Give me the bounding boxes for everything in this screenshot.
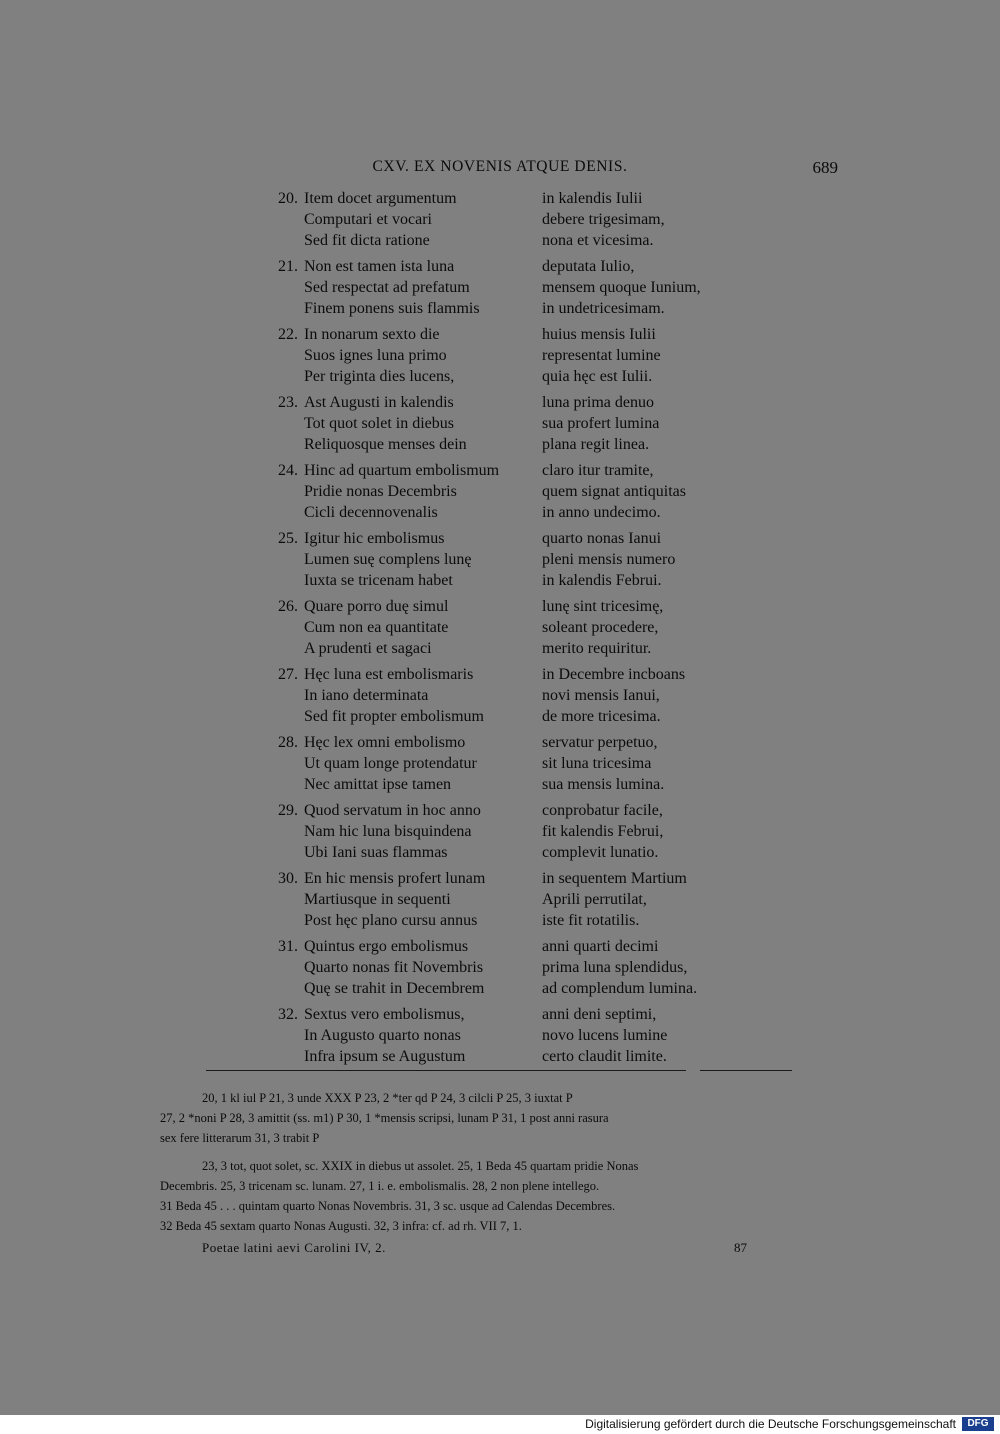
first-hemistich: Ast Augusti in kalendis <box>304 394 454 411</box>
second-hemistich: in Decembre incboans <box>542 666 686 683</box>
stanza <box>270 256 750 319</box>
verse-line <box>270 957 750 978</box>
second-hemistich: fit kalendis Februi, <box>542 823 664 840</box>
verse-line <box>270 617 750 638</box>
verse-line <box>270 732 750 753</box>
second-hemistich: in kalendis Iulii <box>542 190 643 207</box>
first-hemistich: In nonarum sexto die <box>304 326 440 343</box>
verse-line <box>270 1004 750 1025</box>
first-hemistich: Suos ignes luna primo <box>304 347 447 364</box>
first-hemistich: Hęc luna est embolismaris <box>304 666 474 683</box>
second-hemistich: debere trigesimam, <box>542 211 665 228</box>
first-hemistich: Iuxta se tricenam habet <box>304 572 453 589</box>
first-hemistich: Quod servatum in hoc anno <box>304 802 481 819</box>
verse-line <box>270 481 750 502</box>
verse-line <box>270 209 750 230</box>
stanza <box>270 392 750 455</box>
second-hemistich: in undetricesimam. <box>542 300 665 317</box>
first-hemistich: Post hęc plano cursu annus <box>304 912 478 929</box>
first-hemistich: Pridie nonas Decembris <box>304 483 457 500</box>
verse-line <box>270 936 750 957</box>
stanza <box>270 528 750 591</box>
verse-line <box>270 753 750 774</box>
page-number: 689 <box>812 158 838 177</box>
note-line: Decembris. 25, 3 tricenam sc. lunam. 27, 1 i. e. embolismalis. 28, 2 non plene intellego. <box>160 1179 600 1193</box>
verse-line <box>270 549 750 570</box>
first-hemistich: Hęc lex omni embolismo <box>304 734 466 751</box>
stanza <box>270 324 750 387</box>
stanza-number: 25. <box>278 530 298 547</box>
verse-line <box>270 570 750 591</box>
verse-line <box>270 413 750 434</box>
verse-line <box>270 298 750 319</box>
first-hemistich: Non est tamen ista luna <box>304 258 455 275</box>
first-hemistich: Computari et vocari <box>304 211 432 228</box>
verse-line <box>270 774 750 795</box>
stanza <box>270 732 750 795</box>
apparatus-line: 20, 1 kl iul P 21, 3 unde XXX P 23, 2 *ter qd P 24, 3 cilcli P 25, 3 iuxtat P <box>202 1091 573 1105</box>
second-hemistich: iste fit rotatilis. <box>542 912 640 929</box>
stanza-number: 24. <box>278 462 298 479</box>
second-hemistich: certo claudit limite. <box>542 1048 667 1065</box>
second-hemistich: complevit lunatio. <box>542 844 659 861</box>
second-hemistich: plana regit linea. <box>542 436 650 453</box>
second-hemistich: representat lumine <box>542 347 661 364</box>
verse-line <box>270 868 750 889</box>
stanza <box>270 800 750 863</box>
first-hemistich: Igitur hic embolismus <box>304 530 445 547</box>
verse-line <box>270 256 750 277</box>
verse-line <box>270 230 750 251</box>
note-line: 31 Beda 45 . . . quintam quarto Nonas Novembris. 31, 3 sc. usque ad Calendas Decembres. <box>160 1199 616 1213</box>
stanza <box>270 1004 750 1067</box>
first-hemistich: Infra ipsum se Augustum <box>304 1048 466 1065</box>
apparatus-line: sex fere litterarum 31, 3 trabit P <box>160 1131 320 1145</box>
verse-line <box>270 1046 750 1067</box>
critical-apparatus <box>160 1088 836 1148</box>
first-hemistich: Ut quam longe protendatur <box>304 755 477 772</box>
first-hemistich: Ubi Iani suas flammas <box>304 844 448 861</box>
dfg-logo: DFG <box>962 1417 994 1431</box>
verse-line <box>270 392 750 413</box>
stanza-number: 20. <box>278 190 298 207</box>
first-hemistich: En hic mensis profert lunam <box>304 870 486 887</box>
separator-rule <box>206 1070 686 1071</box>
first-hemistich: Cicli decennovenalis <box>304 504 438 521</box>
second-hemistich: quarto nonas Ianui <box>542 530 662 547</box>
second-hemistich: lunę sint tricesimę, <box>542 598 664 615</box>
stanza <box>270 188 750 251</box>
stanza <box>270 936 750 999</box>
first-hemistich: Quę se trahit in Decembrem <box>304 980 485 997</box>
stanza-number: 31. <box>278 938 298 955</box>
verse-line <box>270 1025 750 1046</box>
apparatus-line: 27, 2 *noni P 28, 3 amittit (ss. m1) P 30, 1 *mensis scripsi, lunam P 31, 1 post anni rasura <box>160 1111 609 1125</box>
verse-line <box>270 685 750 706</box>
second-hemistich: sua profert lumina <box>542 415 660 432</box>
second-hemistich: prima luna splendidus, <box>542 959 688 976</box>
second-hemistich: quem signat antiquitas <box>542 483 686 500</box>
verse-line <box>270 800 750 821</box>
second-hemistich: mensem quoque Iunium, <box>542 279 701 296</box>
verse-line <box>270 188 750 209</box>
poem <box>270 188 750 1072</box>
second-hemistich: huius mensis Iulii <box>542 326 656 343</box>
stanza-number: 22. <box>278 326 298 343</box>
verse-line <box>270 460 750 481</box>
first-hemistich: Sed respectat ad prefatum <box>304 279 470 296</box>
stanza-number: 26. <box>278 598 298 615</box>
second-hemistich: de more tricesima. <box>542 708 661 725</box>
second-hemistich: nona et vicesima. <box>542 232 654 249</box>
running-title: CXV. EX NOVENIS ATQUE DENIS. <box>372 158 628 175</box>
first-hemistich: Sed fit propter embolismum <box>304 708 484 725</box>
separator-rule-right <box>700 1070 792 1071</box>
second-hemistich: in sequentem Martium <box>542 870 687 887</box>
second-hemistich: ad complendum lumina. <box>542 980 698 997</box>
second-hemistich: luna prima denuo <box>542 394 654 411</box>
note-line: 32 Beda 45 sextam quarto Nonas Augusti. 32, 3 infra: cf. ad rh. VII 7, 1. <box>160 1219 522 1233</box>
stanza-number: 28. <box>278 734 298 751</box>
sheet-signature: 87 <box>734 1240 747 1255</box>
note-line: 23, 3 tot, quot solet, sc. XXIX in diebus ut assolet. 25, 1 Beda 45 quartam pridie Nonas <box>202 1159 639 1173</box>
stanza <box>270 596 750 659</box>
first-hemistich: Tot quot solet in diebus <box>304 415 454 432</box>
second-hemistich: conprobatur facile, <box>542 802 663 819</box>
verse-line <box>270 842 750 863</box>
running-head <box>160 156 840 180</box>
first-hemistich: Quarto nonas fit Novembris <box>304 959 484 976</box>
first-hemistich: In Augusto quarto nonas <box>304 1027 461 1044</box>
series-title: Poetae latini aevi Carolini IV, 2. <box>202 1240 386 1255</box>
second-hemistich: novo lucens lumine <box>542 1027 668 1044</box>
footer-bar <box>0 1415 1000 1434</box>
first-hemistich: Quare porro duę simul <box>304 598 449 615</box>
verse-line <box>270 366 750 387</box>
second-hemistich: sit luna tricesima <box>542 755 652 772</box>
second-hemistich: sua mensis lumina. <box>542 776 665 793</box>
verse-line <box>270 821 750 842</box>
verse-line <box>270 277 750 298</box>
stanza <box>270 460 750 523</box>
second-hemistich: anni quarti decimi <box>542 938 659 955</box>
first-hemistich: Quintus ergo embolismus <box>304 938 469 955</box>
stanza <box>270 868 750 931</box>
stanza-number: 27. <box>278 666 298 683</box>
verse-line <box>270 434 750 455</box>
verse-line <box>270 706 750 727</box>
first-hemistich: Martiusque in sequenti <box>304 891 451 908</box>
verse-line <box>270 596 750 617</box>
second-hemistich: quia hęc est Iulii. <box>542 368 653 385</box>
stanza <box>270 664 750 727</box>
first-hemistich: Finem ponens suis flammis <box>304 300 480 317</box>
first-hemistich: A prudenti et sagaci <box>304 640 432 657</box>
second-hemistich: servatur perpetuo, <box>542 734 658 751</box>
verse-line <box>270 978 750 999</box>
verse-line <box>270 910 750 931</box>
first-hemistich: Sed fit dicta ratione <box>304 232 430 249</box>
second-hemistich: soleant procedere, <box>542 619 659 636</box>
second-hemistich: anni deni septimi, <box>542 1006 657 1023</box>
first-hemistich: Hinc ad quartum embolismum <box>304 462 500 479</box>
first-hemistich: Nec amittat ipse tamen <box>304 776 452 793</box>
funding-notice: Digitalisierung gefördert durch die Deutsche Forschungsgemeinschaft <box>585 1417 956 1431</box>
verse-line <box>270 638 750 659</box>
first-hemistich: Item docet argumentum <box>304 190 457 207</box>
first-hemistich: Lumen suę complens lunę <box>304 551 472 568</box>
stanza-number: 29. <box>278 802 298 819</box>
first-hemistich: Nam hic luna bisquindena <box>304 823 472 840</box>
verse-line <box>270 889 750 910</box>
first-hemistich: Reliquosque menses dein <box>304 436 467 453</box>
commentary-notes <box>160 1156 836 1236</box>
second-hemistich: novi mensis Ianui, <box>542 687 660 704</box>
second-hemistich: in kalendis Februi. <box>542 572 662 589</box>
verse-line <box>270 345 750 366</box>
stanza-number: 30. <box>278 870 298 887</box>
verse-line <box>270 324 750 345</box>
second-hemistich: pleni mensis numero <box>542 551 676 568</box>
stanza-number: 21. <box>278 258 298 275</box>
second-hemistich: claro itur tramite, <box>542 462 654 479</box>
second-hemistich: merito requiritur. <box>542 640 652 657</box>
first-hemistich: Sextus vero embolismus, <box>304 1006 465 1023</box>
second-hemistich: Aprili perrutilat, <box>542 891 647 908</box>
stanza-number: 23. <box>278 394 298 411</box>
verse-line <box>270 502 750 523</box>
second-hemistich: deputata Iulio, <box>542 258 635 275</box>
verse-line <box>270 664 750 685</box>
second-hemistich: in anno undecimo. <box>542 504 661 521</box>
verse-line <box>270 528 750 549</box>
stanza-number: 32. <box>278 1006 298 1023</box>
first-hemistich: Per triginta dies lucens, <box>304 368 455 385</box>
first-hemistich: In iano determinata <box>304 687 429 704</box>
first-hemistich: Cum non ea quantitate <box>304 619 449 636</box>
